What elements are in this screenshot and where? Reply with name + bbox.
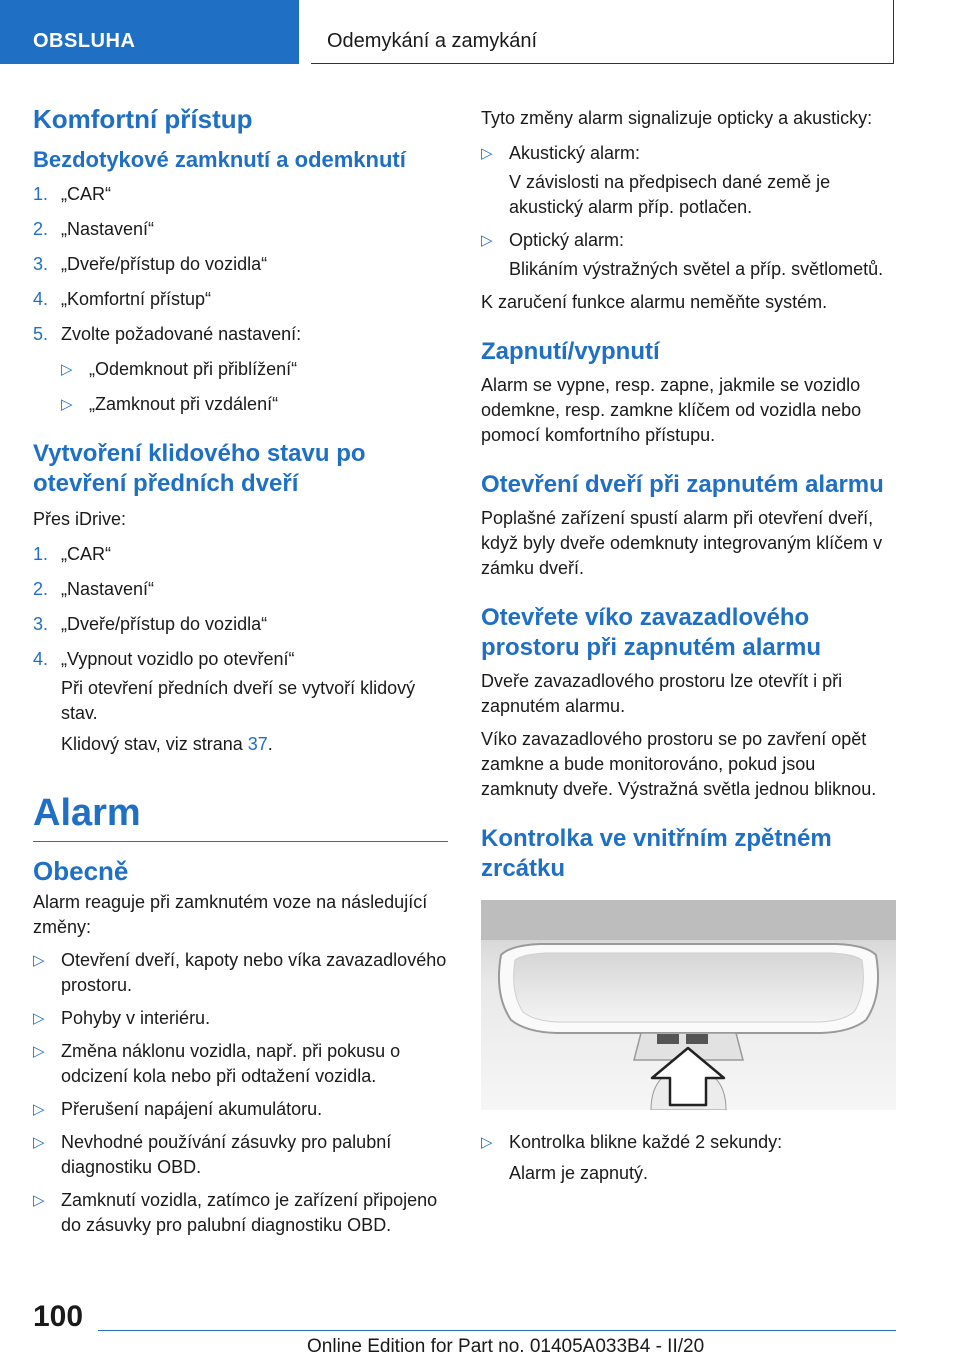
list-item: 1. „CAR“ xyxy=(33,184,111,204)
heading-alarm: Alarm xyxy=(33,792,141,834)
triangle-bullet-icon: ▷ xyxy=(481,232,493,249)
list-item: ▷ Přerušení napájení akumulátoru. xyxy=(33,1097,448,1122)
heading-comfort: Komfortní přístup xyxy=(33,104,253,134)
chapter-title: Odemykání a zamykání xyxy=(327,30,538,52)
list-item: 3. „Dveře/přístup do vozidla“ xyxy=(33,614,268,634)
heading-rest-state: Vytvoření klidového stavu po otevření předních dveří xyxy=(33,440,366,497)
list-item: ▷ „Odemknout při přiblížení“ xyxy=(61,357,448,382)
trunk-text-2: Víko zavazadlového prostoru se po zavření opět zamkne a bude monitorováno, pokud jsou zamknuty dveře. Výstražná světla jednou bliknou. xyxy=(481,729,877,799)
list-item: ▷ Nevhodné používání zásuvky pro palubní diagnostiku OBD. xyxy=(33,1130,448,1180)
warning-text: K zaručení funkce alarmu neměňte systém. xyxy=(481,292,828,312)
heading-on-off: Zapnutí/vypnutí xyxy=(481,338,660,365)
mirror-illustration xyxy=(481,900,896,1110)
footer-divider xyxy=(98,1330,896,1331)
list-item: ▷ Otevření dveří, kapoty nebo víka zavazadlového prostoru. xyxy=(33,948,448,998)
triangle-bullet-icon: ▷ xyxy=(33,1010,45,1027)
left-column xyxy=(33,100,448,1238)
acoustic-text: V závislosti na předpisech dané země je akustický alarm příp. potlačen. xyxy=(509,172,831,217)
heading-divider xyxy=(33,841,448,842)
general-intro: Alarm reaguje při zamknutém voze na následující změny: xyxy=(33,892,428,937)
list-item: ▷ Akustický alarm: xyxy=(481,141,896,166)
triangle-bullet-icon: ▷ xyxy=(33,1134,45,1151)
doors-text: Poplašné zařízení spustí alarm při otevření dveří, když byly dveře odemknuty integrovaným klíčem v zámku dveří. xyxy=(481,508,883,578)
rearview-mirror-icon xyxy=(481,900,896,1110)
list-item: ▷ Změna náklonu vozidla, např. při pokusu o odcizení kola nebo při odtažení vozidla. xyxy=(33,1039,448,1089)
list-item: ▷ Kontrolka blikne každé 2 sekundy: xyxy=(481,1130,896,1155)
right-column xyxy=(481,106,896,1186)
rest-intro: Přes iDrive: xyxy=(33,509,127,529)
heading-keyless: Bezdotykové zamknutí a odemknutí xyxy=(33,147,406,172)
edition-note: Online Edition for Part no. 01405A033B4 - II/20 xyxy=(307,1336,705,1357)
triangle-bullet-icon: ▷ xyxy=(33,1043,45,1060)
list-item: 2. „Nastavení“ xyxy=(33,219,155,239)
list-item: 1. „CAR“ xyxy=(33,544,111,564)
page-link[interactable]: 37 xyxy=(247,734,268,754)
general-list xyxy=(33,948,448,1238)
rest-steps xyxy=(33,542,448,757)
list-item: ▷ „Zamknout při vzdálení“ xyxy=(61,392,448,417)
heading-mirror-indicator: Kontrolka ve vnitřním zpětném zrcátku xyxy=(481,825,832,882)
page-number: 100 xyxy=(33,1300,84,1333)
triangle-bullet-icon: ▷ xyxy=(61,361,73,378)
triangle-bullet-icon: ▷ xyxy=(61,396,73,413)
mirror-note: Alarm je zapnutý. xyxy=(509,1163,649,1183)
keyless-steps xyxy=(33,182,448,417)
on-off-text: Alarm se vypne, resp. zapne, jakmile se vozidlo odemkne, resp. zamkne klíčem od vozidla nebo pomocí komfortního přístupu. xyxy=(481,375,862,445)
list-item: ▷ Optický alarm: xyxy=(481,228,896,253)
heading-doors-alarm: Otevření dveří při zapnutém alarmu xyxy=(481,471,884,498)
list-item: 5. Zvolte požadované nastavení: xyxy=(33,324,302,344)
list-item: ▷ Zamknutí vozidla, zatímco je zařízení připojeno do zásuvky pro palubní diagnostiku OBD. xyxy=(33,1188,448,1238)
triangle-bullet-icon: ▷ xyxy=(33,952,45,969)
heading-general: Obecně xyxy=(33,856,129,886)
triangle-bullet-icon: ▷ xyxy=(33,1101,45,1118)
trunk-text-1: Dveře zavazadlového prostoru lze otevřít i při zapnutém alarmu. xyxy=(481,671,843,716)
triangle-bullet-icon: ▷ xyxy=(481,1134,493,1151)
list-item: 2. „Nastavení“ xyxy=(33,579,155,599)
rest-reference: Klidový stav, viz strana 37. xyxy=(61,734,273,754)
heading-trunk-alarm: Otevřete víko zavazadlového prostoru při zapnutém alarmu xyxy=(481,604,822,661)
list-item: ▷ Pohyby v interiéru. xyxy=(33,1006,448,1031)
rest-note: Při otevření předních dveří se vytvoří klidový stav. xyxy=(61,678,416,723)
triangle-bullet-icon: ▷ xyxy=(33,1192,45,1209)
list-item: 3. „Dveře/přístup do vozidla“ xyxy=(33,254,268,274)
triangle-bullet-icon: ▷ xyxy=(481,145,493,162)
list-item: 4. „Vypnout vozidlo po otevření“ xyxy=(33,649,295,669)
signal-intro: Tyto změny alarm signalizuje opticky a akusticky: xyxy=(481,108,873,128)
optical-text: Blikáním výstražných světel a příp. světlometů. xyxy=(509,259,884,279)
list-item: 4. „Komfortní přístup“ xyxy=(33,289,212,309)
section-label: OBSLUHA xyxy=(33,30,136,52)
